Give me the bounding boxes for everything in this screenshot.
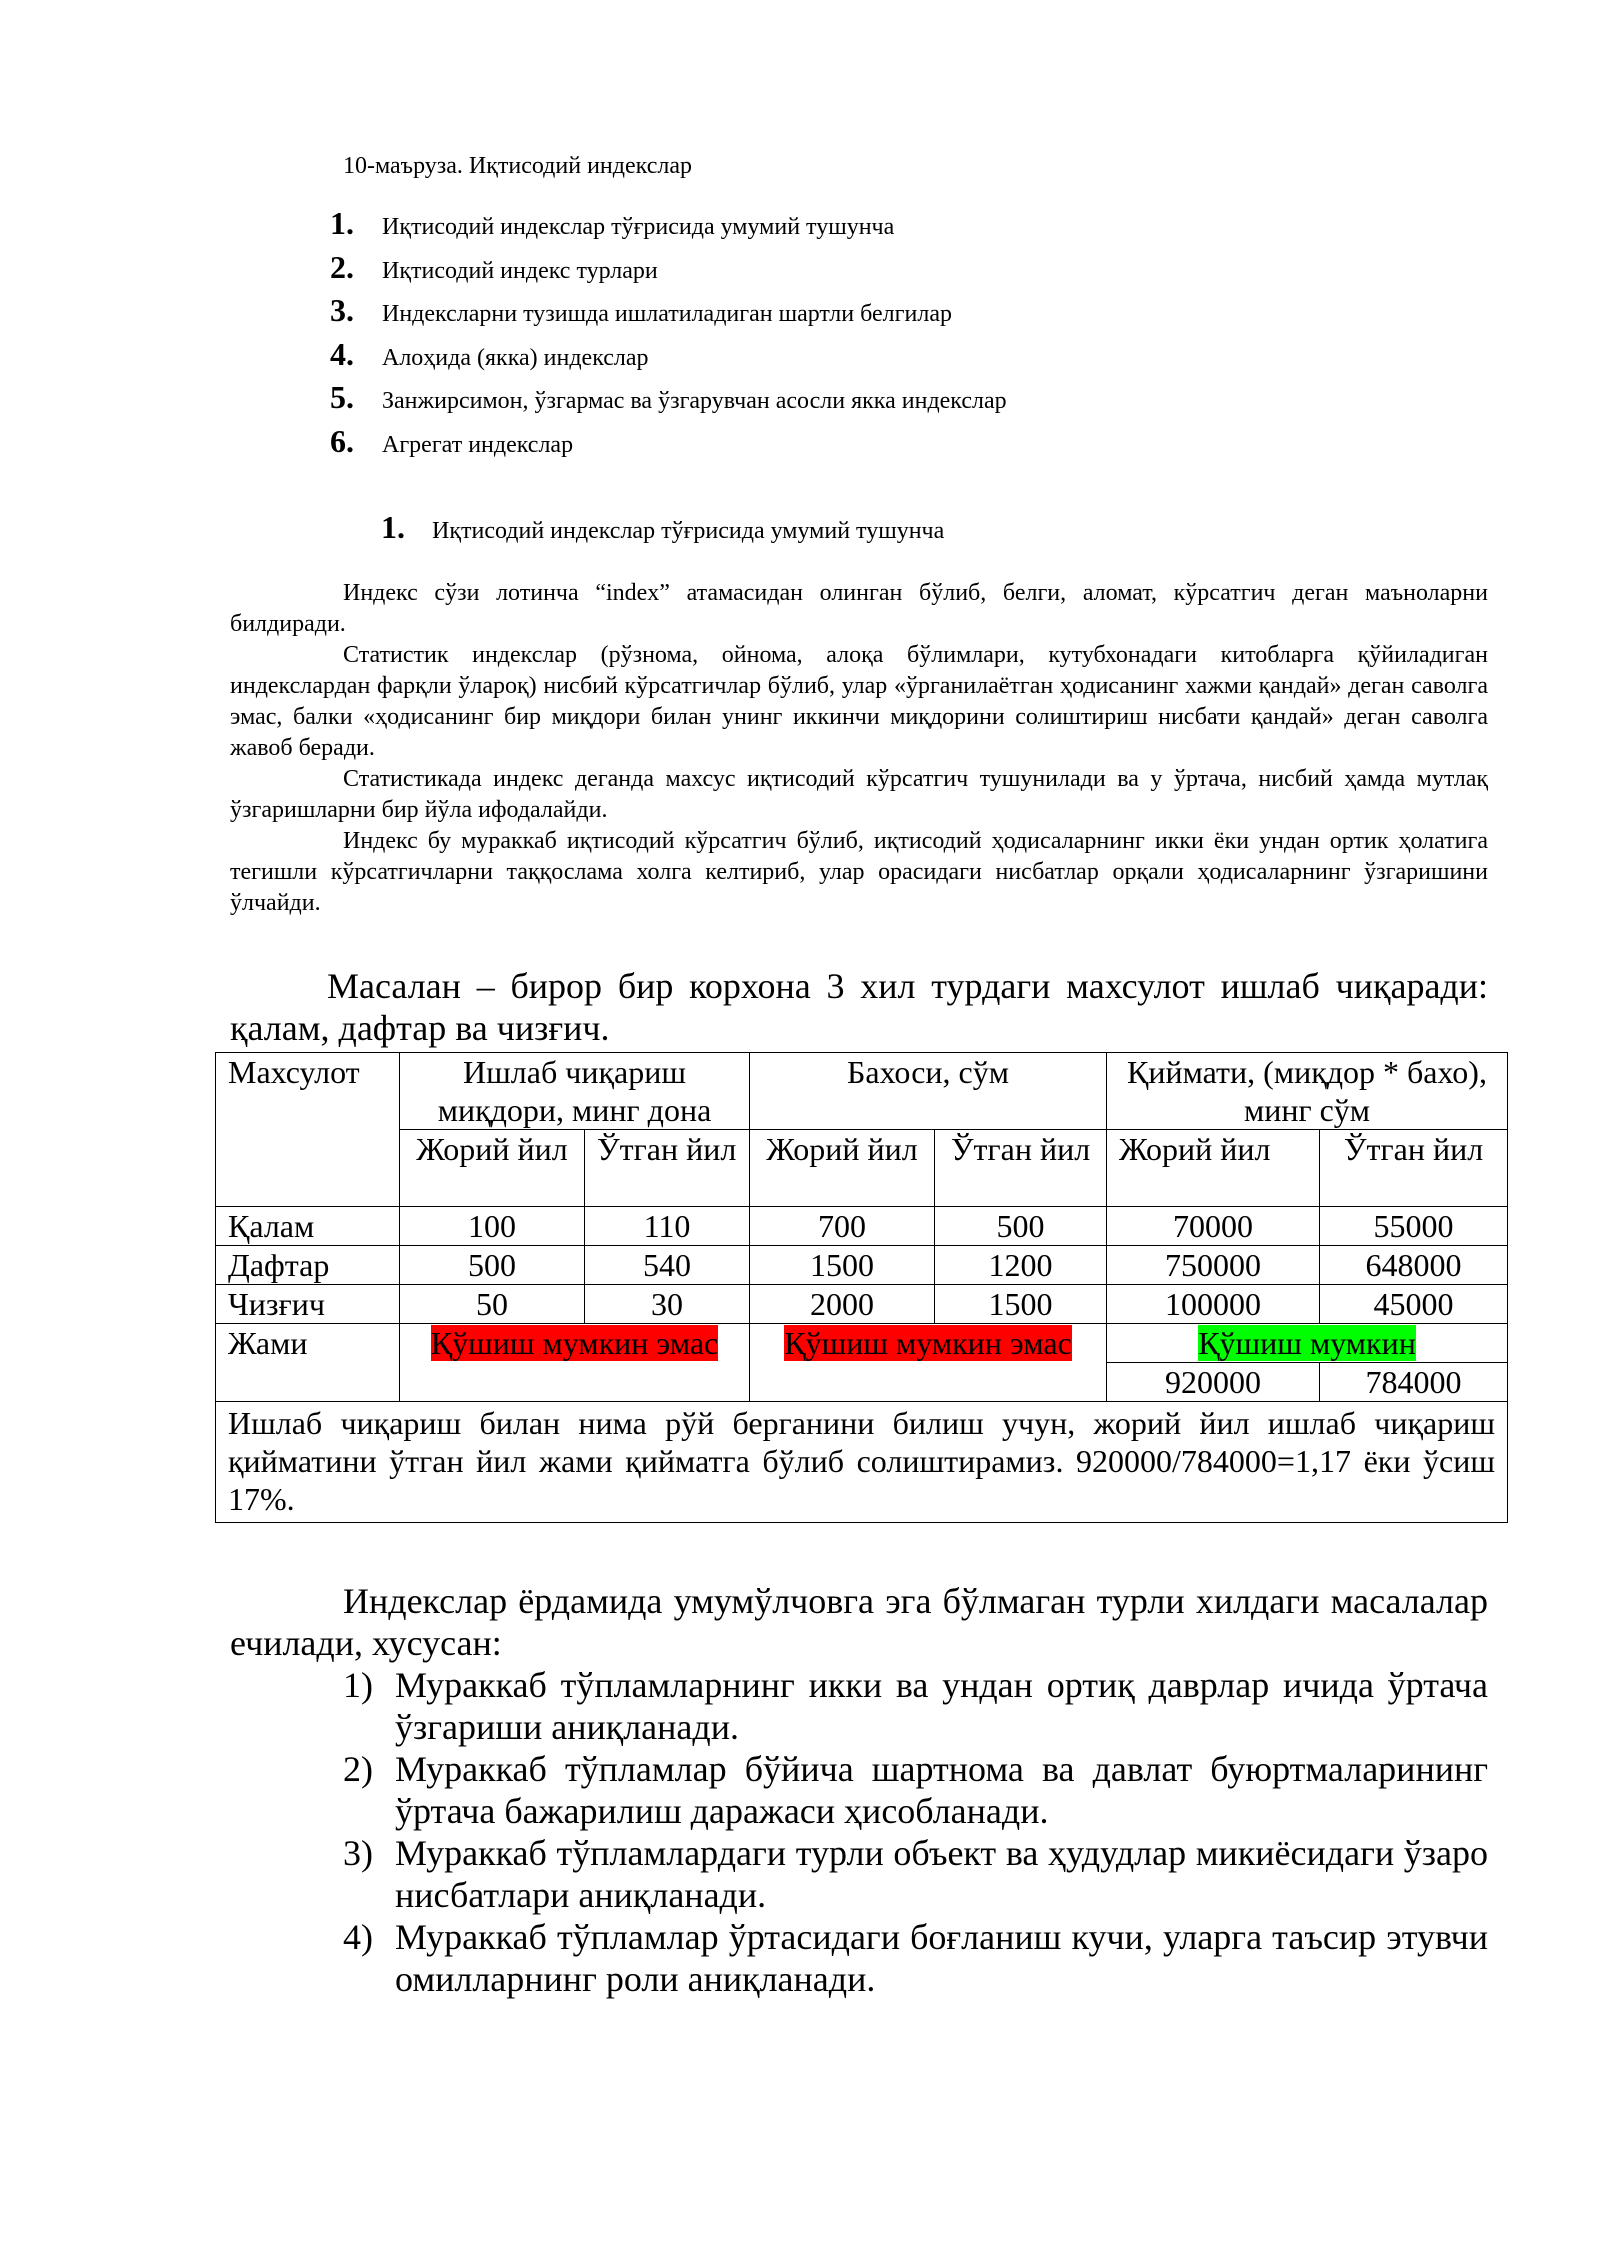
subheader-past-year: Ўтган йил — [935, 1130, 1107, 1207]
solve-section — [230, 1580, 1488, 2000]
outline-item — [330, 336, 1007, 380]
value-current: 100000 — [1107, 1285, 1320, 1324]
total-row — [216, 1324, 1508, 1363]
price-past: 1500 — [935, 1285, 1107, 1324]
outline-item — [330, 423, 1007, 467]
subheader-past-year: Ўтган йил — [585, 1130, 750, 1207]
header-product: Махсулот — [216, 1053, 400, 1207]
table-row — [216, 1285, 1508, 1324]
price-current: 700 — [750, 1207, 935, 1246]
section-number: 1. — [381, 509, 405, 545]
outline-text: Иқтисодий индекс турлари — [382, 257, 658, 284]
total-value-current: 920000 — [1107, 1363, 1320, 1402]
solve-intro: Индекслар ёрдамида умумўлчовга эга бўлмаган турли хилдаги масалалар ечилади, хусусан: — [230, 1581, 1488, 1663]
header-quantity: Ишлаб чиқариш миқдори, минг дона — [400, 1053, 750, 1130]
list-item — [343, 1748, 1488, 1832]
list-item — [343, 1664, 1488, 1748]
price-current: 1500 — [750, 1246, 935, 1285]
list-item — [343, 1832, 1488, 1916]
outline-text: Занжирсимон, ўзгармас ва ўзгарувчан асосли якка индекслар — [382, 388, 1007, 414]
value-current: 750000 — [1107, 1246, 1320, 1285]
quantity-current: 100 — [400, 1207, 585, 1246]
list-item — [343, 1916, 1488, 2000]
can-sum-badge: Қўшиш мумкин — [1198, 1325, 1416, 1361]
total-value-past: 784000 — [1320, 1363, 1508, 1402]
outline-text: Индексларни тузишда ишлатиладиган шартли белгилар — [382, 301, 952, 327]
value-current: 70000 — [1107, 1207, 1320, 1246]
outline-number: 6. — [330, 422, 354, 459]
outline-item — [330, 249, 1007, 293]
list-number: 4) — [343, 1917, 373, 1957]
table-subheader-row — [216, 1130, 1508, 1207]
total-label: Жами — [216, 1324, 400, 1402]
list-number: 1) — [343, 1665, 373, 1705]
quantity-current: 50 — [400, 1285, 585, 1324]
example-paragraph: Масалан – бирор бир корхона 3 хил турдаги махсулот ишлаб чиқаради: қалам, дафтар ва чизғич. — [230, 966, 1488, 1048]
price-past: 500 — [935, 1207, 1107, 1246]
list-text: Мураккаб тўпламлар ўртасидаги боғланиш кучи, уларга таъсир этувчи омилларнинг роли аниқланади. — [395, 1917, 1488, 1999]
total-price-cell — [750, 1324, 1107, 1402]
product-name: Чизғич — [216, 1285, 400, 1324]
solve-list — [230, 1664, 1488, 2000]
list-text: Мураккаб тўпламлар бўйича шартнома ва давлат буюртмаларининг ўртача бажарилиш даражаси ҳисобланади. — [395, 1749, 1488, 1831]
subheader-current-year: Жорий йил — [750, 1130, 935, 1207]
quantity-past: 30 — [585, 1285, 750, 1324]
subheader-current-year: Жорий йил — [1107, 1130, 1320, 1207]
value-past: 55000 — [1320, 1207, 1508, 1246]
lecture-outline — [330, 205, 1007, 466]
paragraph: Статистик индекслар (рўзнома, ойнома, алоқа бўлимлари, кутубхонадаги китобларга қўйиладиган индекслардан фарқли ўлароқ) нисбий кўрсатгичлар бўлиб, улар «ўрганилаётган ҳодисанинг хажми қандай» деган саволга эмас, балки «ҳодисанинг бир миқдори билан унинг иккинчи миқдорини солиштириш нисбати қандай» деган саволга жавоб беради. — [230, 642, 1488, 761]
value-past: 45000 — [1320, 1285, 1508, 1324]
list-text: Мураккаб тўпламларнинг икки ва ундан ортиқ даврлар ичида ўртача ўзгариши аниқланади. — [395, 1665, 1488, 1747]
outline-item — [330, 292, 1007, 336]
table-row — [216, 1207, 1508, 1246]
paragraph: Индекс бу мураккаб иқтисодий кўрсатгич бўлиб, иқтисодий ҳодисаларнинг икки ёки ундан ортик ҳолатига тегишли кўрсатгичларни таққослама холга келтириб, улар орасидаги нисбатлар орқали ҳодисаларнинг ўзгаришини ўлчайди. — [230, 828, 1488, 916]
header-value: Қиймати, (миқдор * бахо), минг сўм — [1107, 1053, 1508, 1130]
table-header-row — [216, 1053, 1508, 1130]
outline-item — [330, 205, 1007, 249]
outline-item — [330, 379, 1007, 423]
total-quantity-cell — [400, 1324, 750, 1402]
price-current: 2000 — [750, 1285, 935, 1324]
lecture-title: 10-маъруза. Иқтисодий индекслар — [343, 153, 692, 179]
section-heading — [381, 509, 944, 546]
intro-text — [230, 578, 1488, 919]
note-row — [216, 1402, 1508, 1523]
total-value-cell — [1107, 1324, 1508, 1363]
quantity-past: 540 — [585, 1246, 750, 1285]
paragraph: Статистикада индекс деганда махсус иқтисодий кўрсатгич тушунилади ва у ўртача, нисбий ҳамда мутлақ ўзгаришларни бир йўла ифодалайди. — [230, 766, 1488, 823]
list-text: Мураккаб тўпламлардаги турли объект ва ҳудудлар микиёсидаги ўзаро нисбатлари аниқланади. — [395, 1833, 1488, 1915]
outline-number: 3. — [330, 292, 354, 328]
table-note: Ишлаб чиқариш билан нима рўй берганини билиш учун, жорий йил ишлаб чиқариш қийматини ўтган йил жами қийматга бўлиб солиштирамиз. 920000/784000=1,17 ёки ўсиш 17%. — [216, 1402, 1508, 1523]
outline-number: 2. — [330, 248, 354, 285]
value-past: 648000 — [1320, 1246, 1508, 1285]
product-name: Дафтар — [216, 1246, 400, 1285]
quantity-past: 110 — [585, 1207, 750, 1246]
quantity-current: 500 — [400, 1246, 585, 1285]
section-title: Иқтисодий индекслар тўғрисида умумий тушунча — [432, 518, 945, 544]
price-past: 1200 — [935, 1246, 1107, 1285]
outline-number: 1. — [330, 205, 354, 241]
example-intro — [230, 965, 1488, 1049]
product-name: Қалам — [216, 1207, 400, 1246]
table-row — [216, 1246, 1508, 1285]
outline-text: Иқтисодий индекслар тўғрисида умумий тушунча — [382, 214, 895, 240]
cannot-sum-badge: Қўшиш мумкин эмас — [784, 1325, 1072, 1361]
outline-text: Агрегат индекслар — [382, 431, 574, 458]
list-number: 3) — [343, 1833, 373, 1873]
list-number: 2) — [343, 1749, 373, 1789]
paragraph: Индекс сўзи лотинча “index” атамасидан олинган бўлиб, белги, аломат, кўрсатгич деган маъноларни билдиради. — [230, 580, 1488, 637]
outline-number: 5. — [330, 379, 354, 415]
subheader-current-year: Жорий йил — [400, 1130, 585, 1207]
outline-text: Алоҳида (якка) индекслар — [382, 344, 649, 371]
header-price: Бахоси, сўм — [750, 1053, 1107, 1130]
outline-number: 4. — [330, 335, 354, 372]
production-table — [215, 1052, 1508, 1523]
subheader-past-year: Ўтган йил — [1320, 1130, 1508, 1207]
cannot-sum-badge: Қўшиш мумкин эмас — [430, 1325, 719, 1361]
